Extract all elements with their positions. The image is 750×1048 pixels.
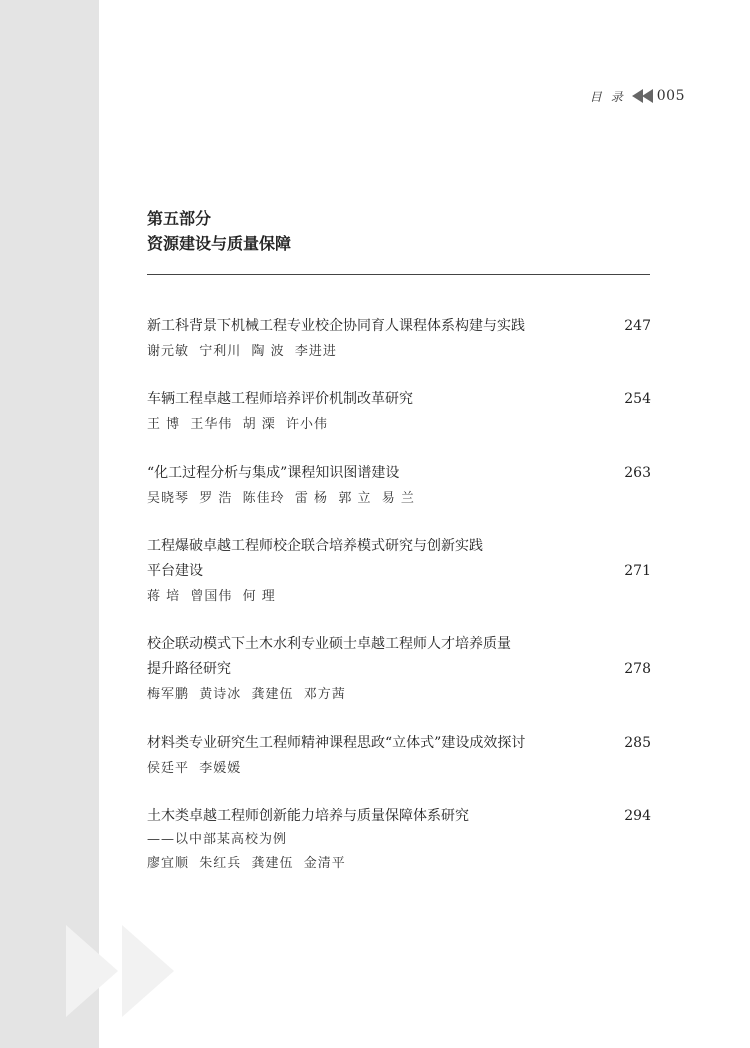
entry-title[interactable]: 工程爆破卓越工程师校企联合培养模式研究与创新实践 (147, 538, 483, 554)
toc-entry[interactable] (147, 632, 651, 707)
entry-title[interactable]: 新工科背景下机械工程专业校企协同育人课程体系构建与实践 (147, 318, 525, 334)
toc-entry[interactable] (147, 387, 651, 437)
entry-authors: 梅军鹏 黄诗冰 龚建伍 邓方茜 (147, 687, 346, 702)
entry-title[interactable]: 土木类卓越工程师创新能力培养与质量保障体系研究 (147, 808, 469, 824)
entry-authors: 蒋 培 曾国伟 何 理 (147, 589, 276, 604)
page-header (590, 86, 685, 106)
entry-page: 271 (624, 563, 651, 579)
chevron-right-icon (66, 925, 206, 1017)
entry-title-cont[interactable]: 平台建设 (147, 563, 203, 579)
entry-page: 254 (624, 391, 651, 407)
entry-page: 263 (624, 465, 651, 481)
part-title: 资源建设与质量保障 (147, 234, 292, 253)
toc-entry[interactable] (147, 461, 651, 511)
entry-authors: 谢元敏 宁利川 陶 波 李进进 (147, 344, 337, 359)
entry-authors: 廖宜顺 朱红兵 龚建伍 金清平 (147, 856, 346, 871)
entry-title[interactable]: 材料类专业研究生工程师精神课程思政“立体式”建设成效探讨 (147, 735, 526, 751)
toc-entry[interactable] (147, 804, 651, 876)
entry-page: 294 (624, 808, 651, 824)
entry-authors: 王 博 王华伟 胡 溧 许小伟 (147, 417, 329, 432)
entry-title-cont[interactable]: 提升路径研究 (147, 661, 231, 677)
part-divider (147, 274, 650, 275)
entry-authors: 吴晓琴 罗 浩 陈佳玲 雷 杨 郭 立 易 兰 (147, 491, 415, 506)
page-number: 005 (656, 88, 685, 104)
entry-title[interactable]: 车辆工程卓越工程师培养评价机制改革研究 (147, 391, 413, 407)
side-band (0, 0, 99, 1048)
toc-entry[interactable] (147, 534, 651, 609)
toc-entry[interactable] (147, 314, 651, 364)
entry-authors: 侯廷平 李媛媛 (147, 761, 242, 776)
toc-entry[interactable] (147, 731, 651, 781)
entry-page: 285 (624, 735, 651, 751)
double-left-arrow-icon (632, 89, 654, 103)
part-number: 第五部分 (147, 209, 212, 228)
part-heading (147, 206, 650, 256)
entry-subtitle: ——以中部某高校为例 (147, 832, 288, 847)
entry-title[interactable]: “化工过程分析与集成”课程知识图谱建设 (147, 465, 400, 481)
entry-page: 278 (624, 661, 651, 677)
entry-page: 247 (624, 318, 651, 334)
entry-title[interactable]: 校企联动模式下土木水利专业硕士卓越工程师人才培养质量 (147, 636, 511, 652)
header-label: 目录 (589, 89, 632, 104)
